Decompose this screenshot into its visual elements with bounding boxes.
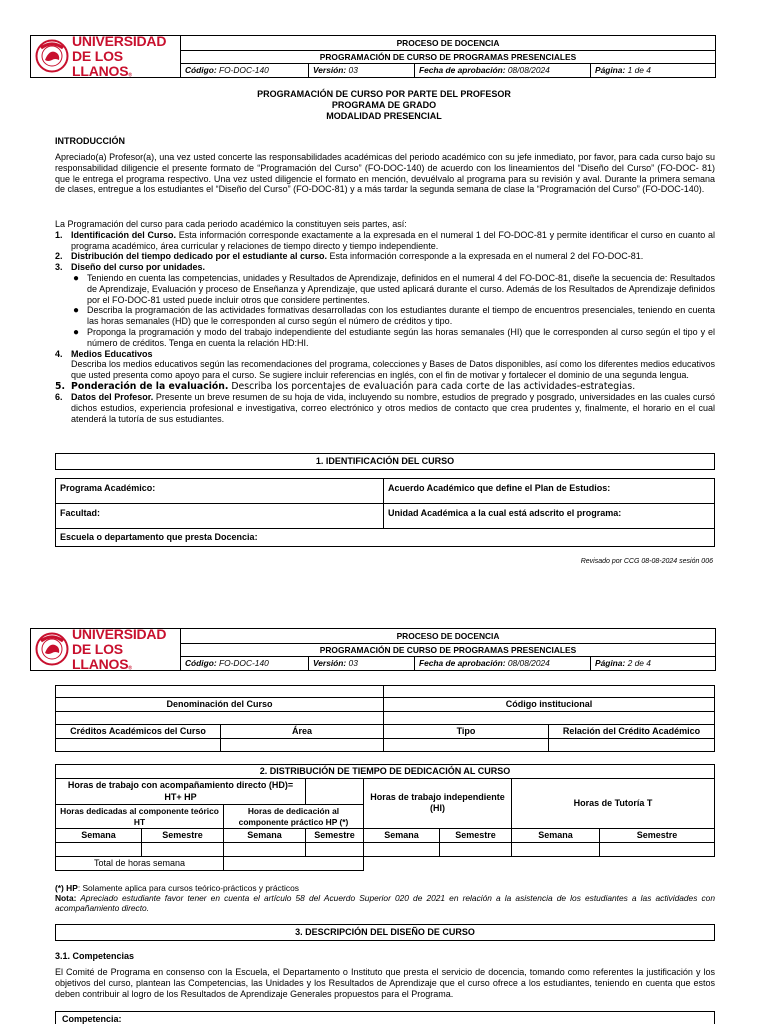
codigo-cell: Código: FO-DOC-140	[181, 64, 309, 77]
codigo-cell: Código: FO-DOC-140	[181, 657, 309, 670]
empty-cell	[224, 856, 364, 870]
section3-heading: 3. DESCRIPCIÓN DEL DISEÑO DE CURSO	[55, 924, 715, 941]
intro-paragraph: Apreciado(a) Profesor(a), una vez usted concerte las responsabilidades académicas del periodo académico con su jefe inmediato, por favor, para cada curso bajo su responsabilidad diligencie el presente formato de “Programación del Curso” (FO-DOC-140) de acuerdo con los lineamientos del “Diseño del Curso” (FO-DOC- 81) que le entrega el programa respectivo. Una vez usted diligencie el formato en mención, devuélvalo al programa para su revisión y aval. Durante la primera semana de clases, entregue a los estudiantes el “Diseño del Curso” (FO-DOC-81) y a más tardar la segunda semana de clase la “Programación del Curso” (FO-DOC-140).	[55, 152, 715, 195]
logo-cell	[31, 626, 181, 672]
university-seal-icon	[35, 39, 69, 73]
form-subtitle: PROGRAMACIÓN DE CURSO DE PROGRAMAS PRESENCIALES	[181, 644, 716, 657]
competencias-paragraph: El Comité de Programa en consenso con la Escuela, el Departamento o Instituto que presta el servicio de docencia, tomando como referentes la justificación y los objetivos del curso, plantean las Competencias, las Unidades y los Resultados de Aprendizaje que el curso ofrece a los estudiantes, teniendo en cuenta que estos deben contribuir al logro de los Resultados de Aprendizaje Generales propuestos para el Programa.	[55, 967, 715, 999]
facultad-cell: Facultad:	[56, 504, 384, 529]
empty-cell	[306, 842, 364, 856]
empty-cell	[384, 686, 715, 698]
semestre-header: Semestre	[440, 828, 512, 842]
page1-header	[30, 35, 716, 78]
acuerdo-cell: Acuerdo Académico que define el Plan de Estudios:	[384, 479, 715, 504]
list-item: 2. Distribución del tiempo dedicado por el estudiante al curso. Esta información corresponde a la expresada en el numeral 2 del FO-DOC-81.	[55, 251, 644, 262]
version-cell: Versión: 03	[309, 64, 415, 77]
empty-cell	[384, 739, 549, 752]
empty-cell	[364, 842, 440, 856]
tutoria-header: Horas de Tutoría T	[512, 778, 715, 828]
bullet-item: ● Proponga la programación y modo del trabajo independiente del estudiante según las horas semanales (HI) que le corresponden al curso según el tipo y el número de créditos. Tenga en cuenta la relación HD:HI.	[73, 326, 715, 348]
competencia-label: Competencia:	[62, 1014, 122, 1024]
item4-text: Describa los medios educativos según las recomendaciones del programa, colecciones y Bases de Datos disponibles, así como los diferentes medios educativos que usted presenta como apoyo para el curso. Se sugiere incluir referencias en inglés, con el fin de motivar y fortalecer el dominio de una segunda lengua.	[71, 359, 715, 381]
semana-header: Semana	[364, 828, 440, 842]
bullet-item: ● Describa la programación de las actividades formativas desarrolladas con los estudiantes durante el tiempo de encuentros presenciales, teniendo en cuenta las horas semanales (HD) que le corresponden al curso según el número de créditos y tipo.	[73, 305, 715, 327]
revision-note: Revisado por CCG 08-08-2024 sesión 006	[580, 558, 713, 565]
competencia-box	[55, 1011, 715, 1024]
semana-header: Semana	[512, 828, 600, 842]
denominacion-header: Denominación del Curso	[56, 698, 384, 712]
logo-cell	[31, 33, 181, 79]
section1-heading: 1. IDENTIFICACIÓN DEL CURSO	[55, 453, 715, 470]
course-identification-table	[55, 478, 715, 547]
empty-cell	[224, 842, 306, 856]
empty-cell	[384, 712, 715, 725]
escuela-cell: Escuela o departamento que presta Docencia:	[56, 529, 715, 547]
relacion-header: Relación del Crédito Académico	[549, 725, 715, 739]
semana-header: Semana	[56, 828, 142, 842]
bullet-icon: ●	[73, 272, 80, 284]
semestre-header: Semestre	[600, 828, 715, 842]
time-distribution-table	[55, 764, 715, 871]
codigo-institucional-header: Código institucional	[384, 698, 715, 712]
semestre-header: Semestre	[306, 828, 364, 842]
empty-cell	[56, 712, 384, 725]
fecha-cell: Fecha de aprobación: 08/08/2024	[415, 657, 591, 670]
form-subtitle: PROGRAMACIÓN DE CURSO DE PROGRAMAS PRESENCIALES	[181, 51, 716, 64]
logo-wordmark: UNIVERSIDAD DE LOS LLANOS®	[72, 626, 167, 672]
footnotes: (*) HP: Solamente aplica para cursos teórico-prácticos y prácticos Nota: Apreciado estudiante favor tener en cuenta el artículo 58 del Acuerdo Superior 020 de 2021 en relación a la asistencia de los estudiantes a las actividades con acompañamiento directo.	[55, 883, 715, 914]
university-logo	[31, 626, 180, 672]
course-info-table	[55, 685, 715, 752]
empty-cell	[56, 842, 142, 856]
logo-wordmark: UNIVERSIDAD DE LOS LLANOS®	[72, 33, 167, 79]
bullet-icon: ●	[73, 326, 80, 338]
process-title: PROCESO DE DOCENCIA	[181, 629, 716, 644]
intro-heading: INTRODUCCIÓN	[55, 136, 125, 146]
programa-cell: Programa Académico:	[56, 479, 384, 504]
empty-cell	[221, 739, 384, 752]
empty-cell	[600, 842, 715, 856]
empty-cell	[142, 842, 224, 856]
bullet-icon: ●	[73, 305, 80, 317]
empty-cell	[306, 778, 364, 804]
version-cell: Versión: 03	[309, 657, 415, 670]
hi-header: Horas de trabajo independiente (HI)	[364, 778, 512, 828]
bullet-item: ● Teniendo en cuenta las competencias, unidades y Resultados de Aprendizaje, definidos en el numeral 4 del FO-DOC-81, diseñe la secuencia de: Resultados de Aprendizaje, Evaluación y proceso de Enseñanza y Aprendizaje, que usted aplicará durante el curso. Además de los Resultados de Aprendizaje definidos por el FO-DOC-81 usted puede incluir otros que considere pertinentes.	[73, 272, 715, 305]
list-item: 1. Identificación del Curso. Esta información corresponde exactamente a la expresada en el numeral 1 del FO-DOC-81 y permite identificar el curso en cuanto al programa académico, área curricular y relaciones de tiempo directo y tiempo independiente.	[55, 229, 715, 251]
pagina-cell: Página: 2 de 4	[591, 657, 716, 670]
process-title: PROCESO DE DOCENCIA	[181, 36, 716, 51]
main-title: PROGRAMACIÓN DE CURSO POR PARTE DEL PROFESOR PROGRAMA DE GRADO MODALIDAD PRESENCIAL	[257, 89, 511, 121]
semana-header: Semana	[224, 828, 306, 842]
empty-cell	[56, 686, 384, 698]
creditos-header: Créditos Académicos del Curso	[56, 725, 221, 739]
hp-header: Horas de dedicación al componente práctico HP (*)	[224, 805, 364, 829]
competencias-heading: 3.1. Competencias	[55, 951, 135, 961]
list-item: 6. Datos del Profesor. Presente un breve resumen de su hoja de vida, incluyendo su nombre, estudios de pregrado y posgrado, universidades en las cuales cursó dichos estudios, experiencia profesional e investigativa, correo electrónico y otros medios de contacto que crea prudentes y, finalmente, el horario en el cual atenderá la tutoría de sus estudiantes.	[55, 392, 716, 424]
hd-header: Horas de trabajo con acompañamiento directo (HD)= HT+ HP	[56, 778, 306, 804]
fecha-cell: Fecha de aprobación: 08/08/2024	[415, 64, 591, 77]
semestre-header: Semestre	[142, 828, 224, 842]
page2-header	[30, 628, 716, 671]
area-header: Área	[221, 725, 384, 739]
total-label: Total de horas semana	[56, 856, 224, 870]
university-seal-icon	[35, 632, 69, 666]
list-item: 3. Diseño del curso por unidades.	[55, 262, 206, 273]
parts-list	[55, 219, 715, 425]
empty-cell	[512, 842, 600, 856]
parts-intro: La Programación del curso para cada periodo académico la constituyen seis partes, así:	[55, 219, 407, 229]
empty-cell	[549, 739, 715, 752]
unidad-cell: Unidad Académica a la cual está adscrito el programa:	[384, 504, 715, 529]
pagina-cell: Página: 1 de 4	[591, 64, 716, 77]
university-logo	[31, 33, 180, 79]
empty-cell	[364, 856, 715, 870]
section2-heading: 2. DISTRIBUCIÓN DE TIEMPO DE DEDICACIÓN AL CURSO	[56, 765, 715, 779]
empty-cell	[440, 842, 512, 856]
tipo-header: Tipo	[384, 725, 549, 739]
ht-header: Horas dedicadas al componente teórico HT	[56, 805, 224, 829]
list-item: 5. Ponderación de la evaluación. Describa los porcentajes de evaluación para cada corte de las actividades-estrategias.	[55, 380, 636, 392]
empty-cell	[56, 739, 221, 752]
list-item: 4. Medios Educativos	[55, 348, 153, 359]
